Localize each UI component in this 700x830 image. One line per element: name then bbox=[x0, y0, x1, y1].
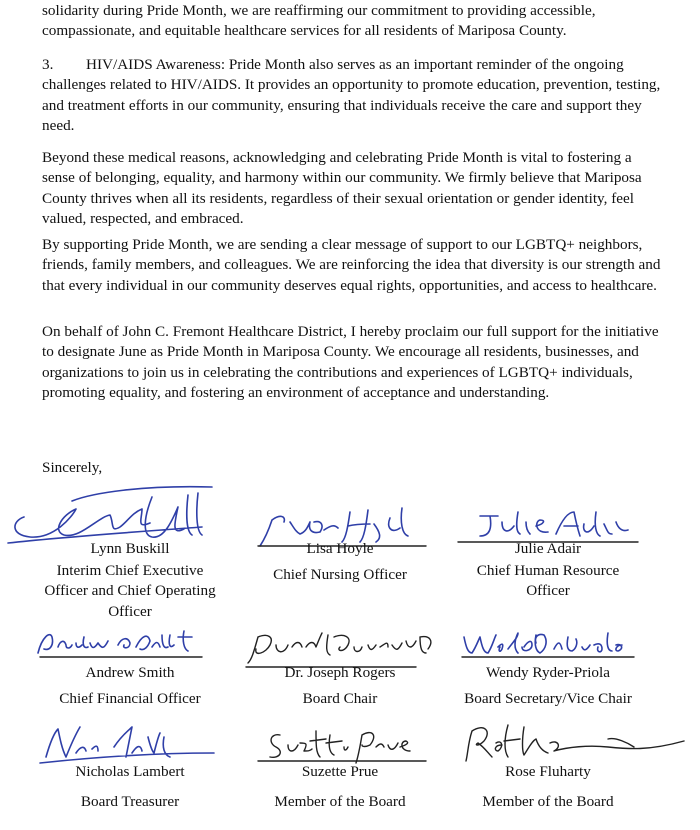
signatory-name: Wendy Ryder-Priola bbox=[486, 664, 610, 681]
signatory-title: Chief Human Resource Officer bbox=[476, 562, 620, 600]
paragraph: solidarity during Pride Month, we are reaffirming our commitment to providing accessible, compassionate, and equitable healthcare services for all residents of Mariposa County. bbox=[42, 2, 596, 40]
paragraph: By supporting Pride Month, we are sending a clear message of support to our LGBTQ+ neighbors, friends, family members, and colleagues. We are reinforcing the idea that diversity is our strength and that every individual in our community deserves equal rights, opportunities, and access to healthcare. bbox=[42, 236, 661, 294]
paragraph: Beyond these medical reasons, acknowledging and celebrating Pride Month is vital to fostering a sense of belonging, equality, and harmony within our community. We firmly believe that Mariposa County thrives when all its residents, regardless of their sexual orientation or gender identity, feel valued, respected, and embraced. bbox=[42, 149, 642, 228]
signatory-name: Lisa Hoyle bbox=[306, 540, 374, 557]
signatory-title: Board Secretary/Vice Chair bbox=[464, 690, 632, 707]
numbered-paragraph bbox=[42, 55, 662, 137]
signatory-title: Board Treasurer bbox=[80, 793, 180, 810]
signatory-title: Interim Chief Executive Officer and Chief Operating Officer bbox=[44, 562, 216, 620]
signatory-title: Chief Financial Officer bbox=[59, 690, 201, 707]
signatory-name: Lynn Buskill bbox=[90, 540, 170, 557]
signature-image bbox=[36, 717, 216, 767]
signatory-title: Chief Nursing Officer bbox=[273, 566, 407, 583]
signatory-name: Dr. Joseph Rogers bbox=[284, 664, 396, 681]
signatory-name: Rose Fluharty bbox=[505, 763, 591, 780]
signatory-name: Suzette Prue bbox=[301, 763, 379, 780]
paragraph: On behalf of John C. Fremont Healthcare District, I hereby proclaim our full support for the initiative to designate June as Pride Month in Mariposa County. We encourage all residents, businesses, and organizations to join us in celebrating the contributions and experiences of LGBTQ+ individuals, promoting equality, and fostering an environment of acceptance and understanding. bbox=[42, 323, 659, 402]
closing: Sincerely, bbox=[42, 459, 103, 476]
signatory-title: Member of the Board bbox=[482, 793, 614, 810]
signature-image bbox=[250, 717, 430, 767]
paragraph-text: HIV/AIDS Awareness: Pride Month also serves as an important reminder of the ongoing challenges related to HIV/AIDS. It provides an opportunity to promote education, prevention, testing, and treatment efforts in our community, ensuring that individuals receive the care and support they need. bbox=[42, 56, 661, 135]
signatory-title: Member of the Board bbox=[274, 793, 406, 810]
signature-image bbox=[458, 717, 688, 767]
signatory-title: Board Chair bbox=[302, 690, 378, 707]
item-number: 3. bbox=[42, 56, 54, 73]
signature-image bbox=[2, 477, 202, 547]
signatory-name: Julie Adair bbox=[514, 540, 582, 557]
signatory-name: Nicholas Lambert bbox=[75, 763, 185, 780]
signature-image bbox=[32, 623, 212, 663]
signatory-name: Andrew Smith bbox=[85, 664, 175, 681]
signature-image bbox=[458, 623, 638, 663]
